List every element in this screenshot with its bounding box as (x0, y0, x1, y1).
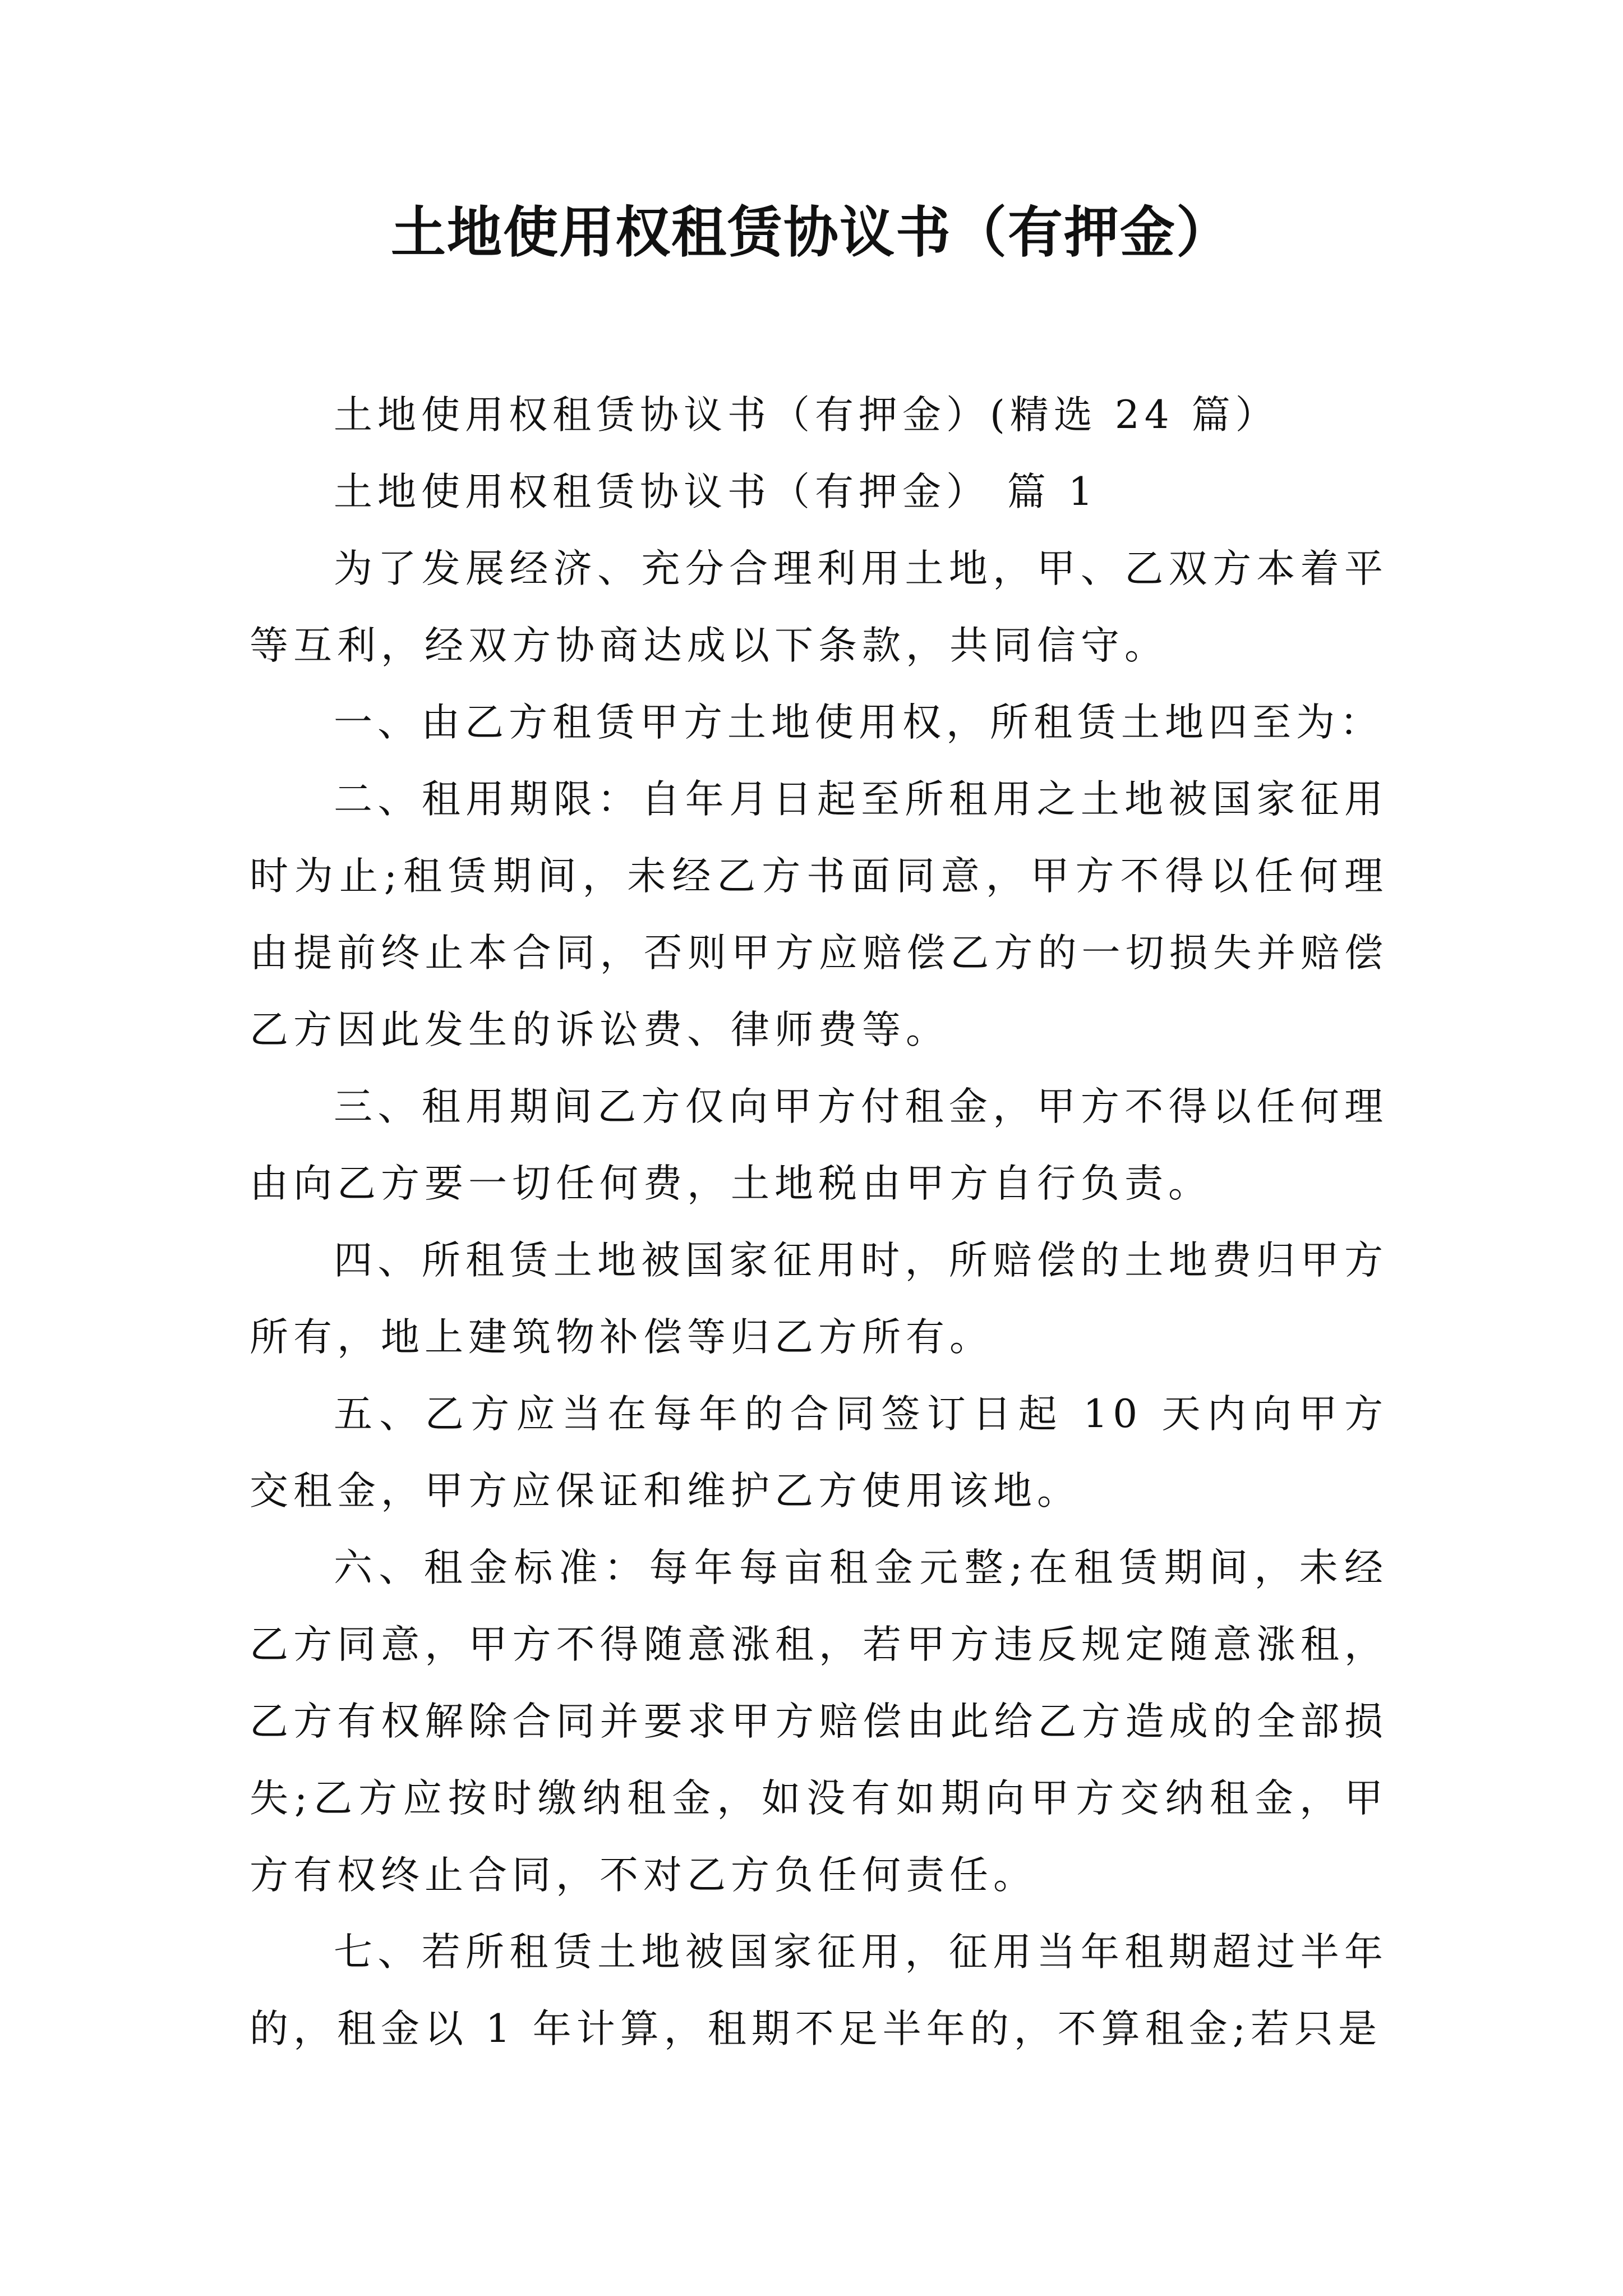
document-body (250, 377, 1388, 2068)
document-title: 土地使用权租赁协议书（有押金） (390, 201, 1232, 265)
paragraph-clause-3: 三、租用期间乙方仅向甲方付租金，甲方不得以任何理由向乙方要一切任何费，土地税由甲方自行负责。 (250, 1084, 1388, 1206)
paragraph-clause-4: 四、所租赁土地被国家征用时，所赔偿的土地费归甲方所有，地上建筑物补偿等归乙方所有。 (250, 1238, 1388, 1360)
paragraph-clause-7: 七、若所租赁土地被国家征用，征用当年租期超过半年的，租金以 1 年计算，租期不足半年的，不算租金;若只是 (250, 1930, 1388, 2051)
document-subtitle: 土地使用权租赁协议书（有押金）(精选 24 篇） (334, 393, 1279, 438)
paragraph-intro: 为了发展经济、充分合理利用土地，甲、乙双方本着平等互利，经双方协商达成以下条款，共同信守。 (250, 546, 1388, 668)
paragraph-clause-1: 一、由乙方租赁甲方土地使用权，所租赁土地四至为： (334, 700, 1384, 745)
paragraph-clause-6: 六、租金标准：每年每亩租金元整;在租赁期间，未经乙方同意，甲方不得随意涨租，若甲方违反规定随意涨租，乙方有权解除合同并要求甲方赔偿由此给乙方造成的全部损失;乙方应按时缴纳租金，如没有如期向甲方交纳租金，甲方有权终止合同，不对乙方负任何责任。 (250, 1545, 1388, 1898)
paragraph-clause-5: 五、乙方应当在每年的合同签订日起 10 天内向甲方交租金，甲方应保证和维护乙方使用该地。 (250, 1392, 1388, 1513)
section-heading: 土地使用权租赁协议书（有押金） 篇 1 (334, 470, 1098, 514)
paragraph-clause-2: 二、租用期限：自年月日起至所租用之土地被国家征用时为止;租赁期间，未经乙方书面同意，甲方不得以任何理由提前终止本合同，否则甲方应赔偿乙方的一切损失并赔偿乙方因此发生的诉讼费、律师费等。 (250, 777, 1388, 1052)
